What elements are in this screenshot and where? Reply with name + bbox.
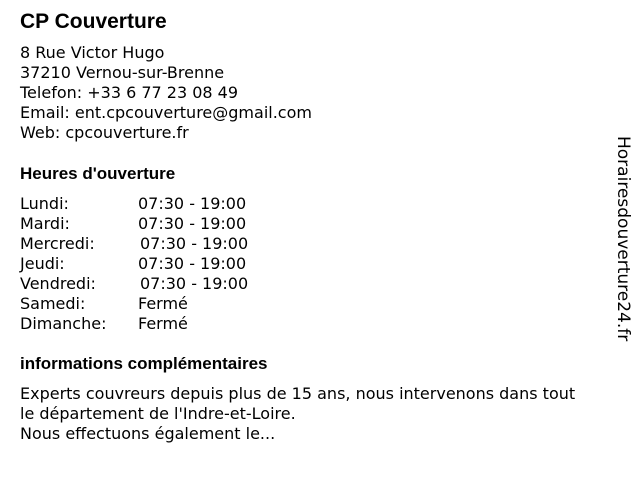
contact-email: Email: ent.cpcouverture@gmail.com	[20, 103, 312, 122]
hours-day: Vendredi:	[20, 274, 96, 293]
business-name: CP Couverture	[20, 10, 167, 33]
contact-city: 37210 Vernou-sur-Brenne	[20, 63, 225, 82]
info-line: Nous effectuons également le...	[20, 424, 276, 443]
hours-heading: Heures d'ouverture	[20, 164, 176, 183]
contact-phone: Telefon: +33 6 77 23 08 49	[20, 83, 239, 102]
hours-time: 07:30 - 19:00	[140, 274, 249, 293]
hours-time: 07:30 - 19:00	[138, 214, 247, 233]
hours-day: Samedi:	[20, 294, 86, 313]
hours-day: Lundi:	[20, 194, 69, 213]
hours-time: Fermé	[138, 294, 188, 313]
hours-time: 07:30 - 19:00	[140, 234, 249, 253]
hours-time: 07:30 - 19:00	[138, 194, 247, 213]
info-line: Experts couvreurs depuis plus de 15 ans, nous intervenons dans tout	[20, 384, 576, 403]
hours-row-monday	[20, 194, 248, 214]
opening-hours-table	[20, 194, 248, 334]
hours-day: Jeudi:	[20, 254, 65, 273]
info-description	[20, 384, 620, 444]
hours-row-sunday	[20, 314, 248, 334]
contact-street: 8 Rue Victor Hugo	[20, 43, 165, 62]
hours-time: Fermé	[138, 314, 188, 333]
info-line: le département de l'Indre-et-Loire.	[20, 404, 296, 423]
hours-day: Dimanche:	[20, 314, 107, 333]
hours-row-saturday	[20, 294, 248, 314]
hours-day: Mardi:	[20, 214, 70, 233]
info-heading: informations complémentaires	[20, 354, 268, 373]
hours-row-thursday	[20, 254, 248, 274]
contact-web: Web: cpcouverture.fr	[20, 123, 189, 142]
hours-row-friday	[20, 274, 248, 294]
hours-row-wednesday	[20, 234, 248, 254]
site-watermark: Horairesdouverture24.fr	[613, 136, 633, 342]
hours-day: Mercredi:	[20, 234, 95, 253]
hours-time: 07:30 - 19:00	[138, 254, 247, 273]
hours-row-tuesday	[20, 214, 248, 234]
contact-block	[20, 43, 312, 143]
